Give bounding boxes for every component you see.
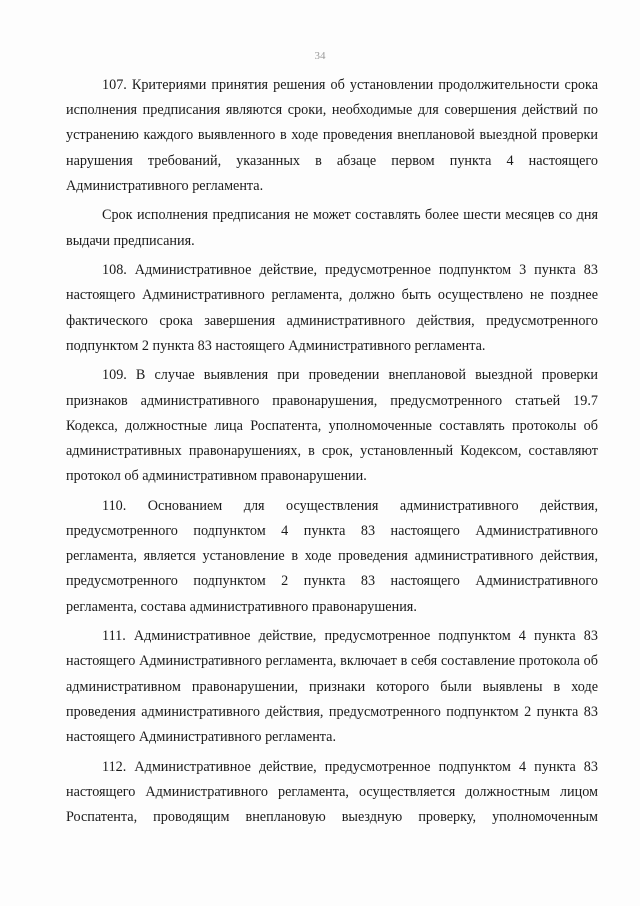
- paragraph-109: 109. В случае выявления при проведении внеплановой выездной проверки признаков административного правонарушения, предусмотренного статьей 19.7 Кодекса, должностные лица Роспатента, уполномоченные составлять протоколы об административных правонарушениях, в срок, установленный Кодексом, составляют протокол об административном правонарушении.: [66, 367, 598, 485]
- page-number: 34: [314, 50, 326, 62]
- paragraph-107: 107. Критериями принятия решения об установлении продолжительности срока исполнения предписания являются сроки, необходимые для совершения действий по устранению каждого выявленного в ходе проведения внеплановой выездной проверки нарушения требований, указанных в абзаце первом пункта 4 настоящего Административного регламента.: [66, 77, 598, 194]
- paragraph-108: 108. Административное действие, предусмотренное подпунктом 3 пункта 83 настоящего Административного регламента, должно быть осуществлено не позднее фактического срока завершения административного действия, предусмотренного подпунктом 2 пункта 83 настоящего Административного регламента.: [66, 262, 598, 354]
- paragraph-110: 110. Основанием для осуществления административного действия, предусмотренного подпунктом 4 пункта 83 настоящего Административного регламента, является установление в ходе проведения административного действия, предусмотренного подпунктом 2 пункта 83 настоящего Административного регламента, состава административного правонарушения.: [66, 497, 598, 615]
- paragraph-112: 112. Административное действие, предусмотренное подпунктом 4 пункта 83 настоящего Административного регламента, осуществляется должностным лицом Роспатента, проводящим внеплановую выездную проверку, уполномоченным: [66, 758, 598, 826]
- paragraph-111: 111. Административное действие, предусмотренное подпунктом 4 пункта 83 настоящего Административного регламента, включает в себя составление протокола об административном правонарушении, признаки которого были выявлены в ходе проведения административного действия, предусмотренного подпунктом 2 пункта 83 настоящего Административного регламента.: [66, 628, 598, 746]
- document-body: [66, 73, 598, 830]
- paragraph-deadline-limit: Срок исполнения предписания не может составлять более шести месяцев со дня выдачи предписания.: [66, 207, 598, 249]
